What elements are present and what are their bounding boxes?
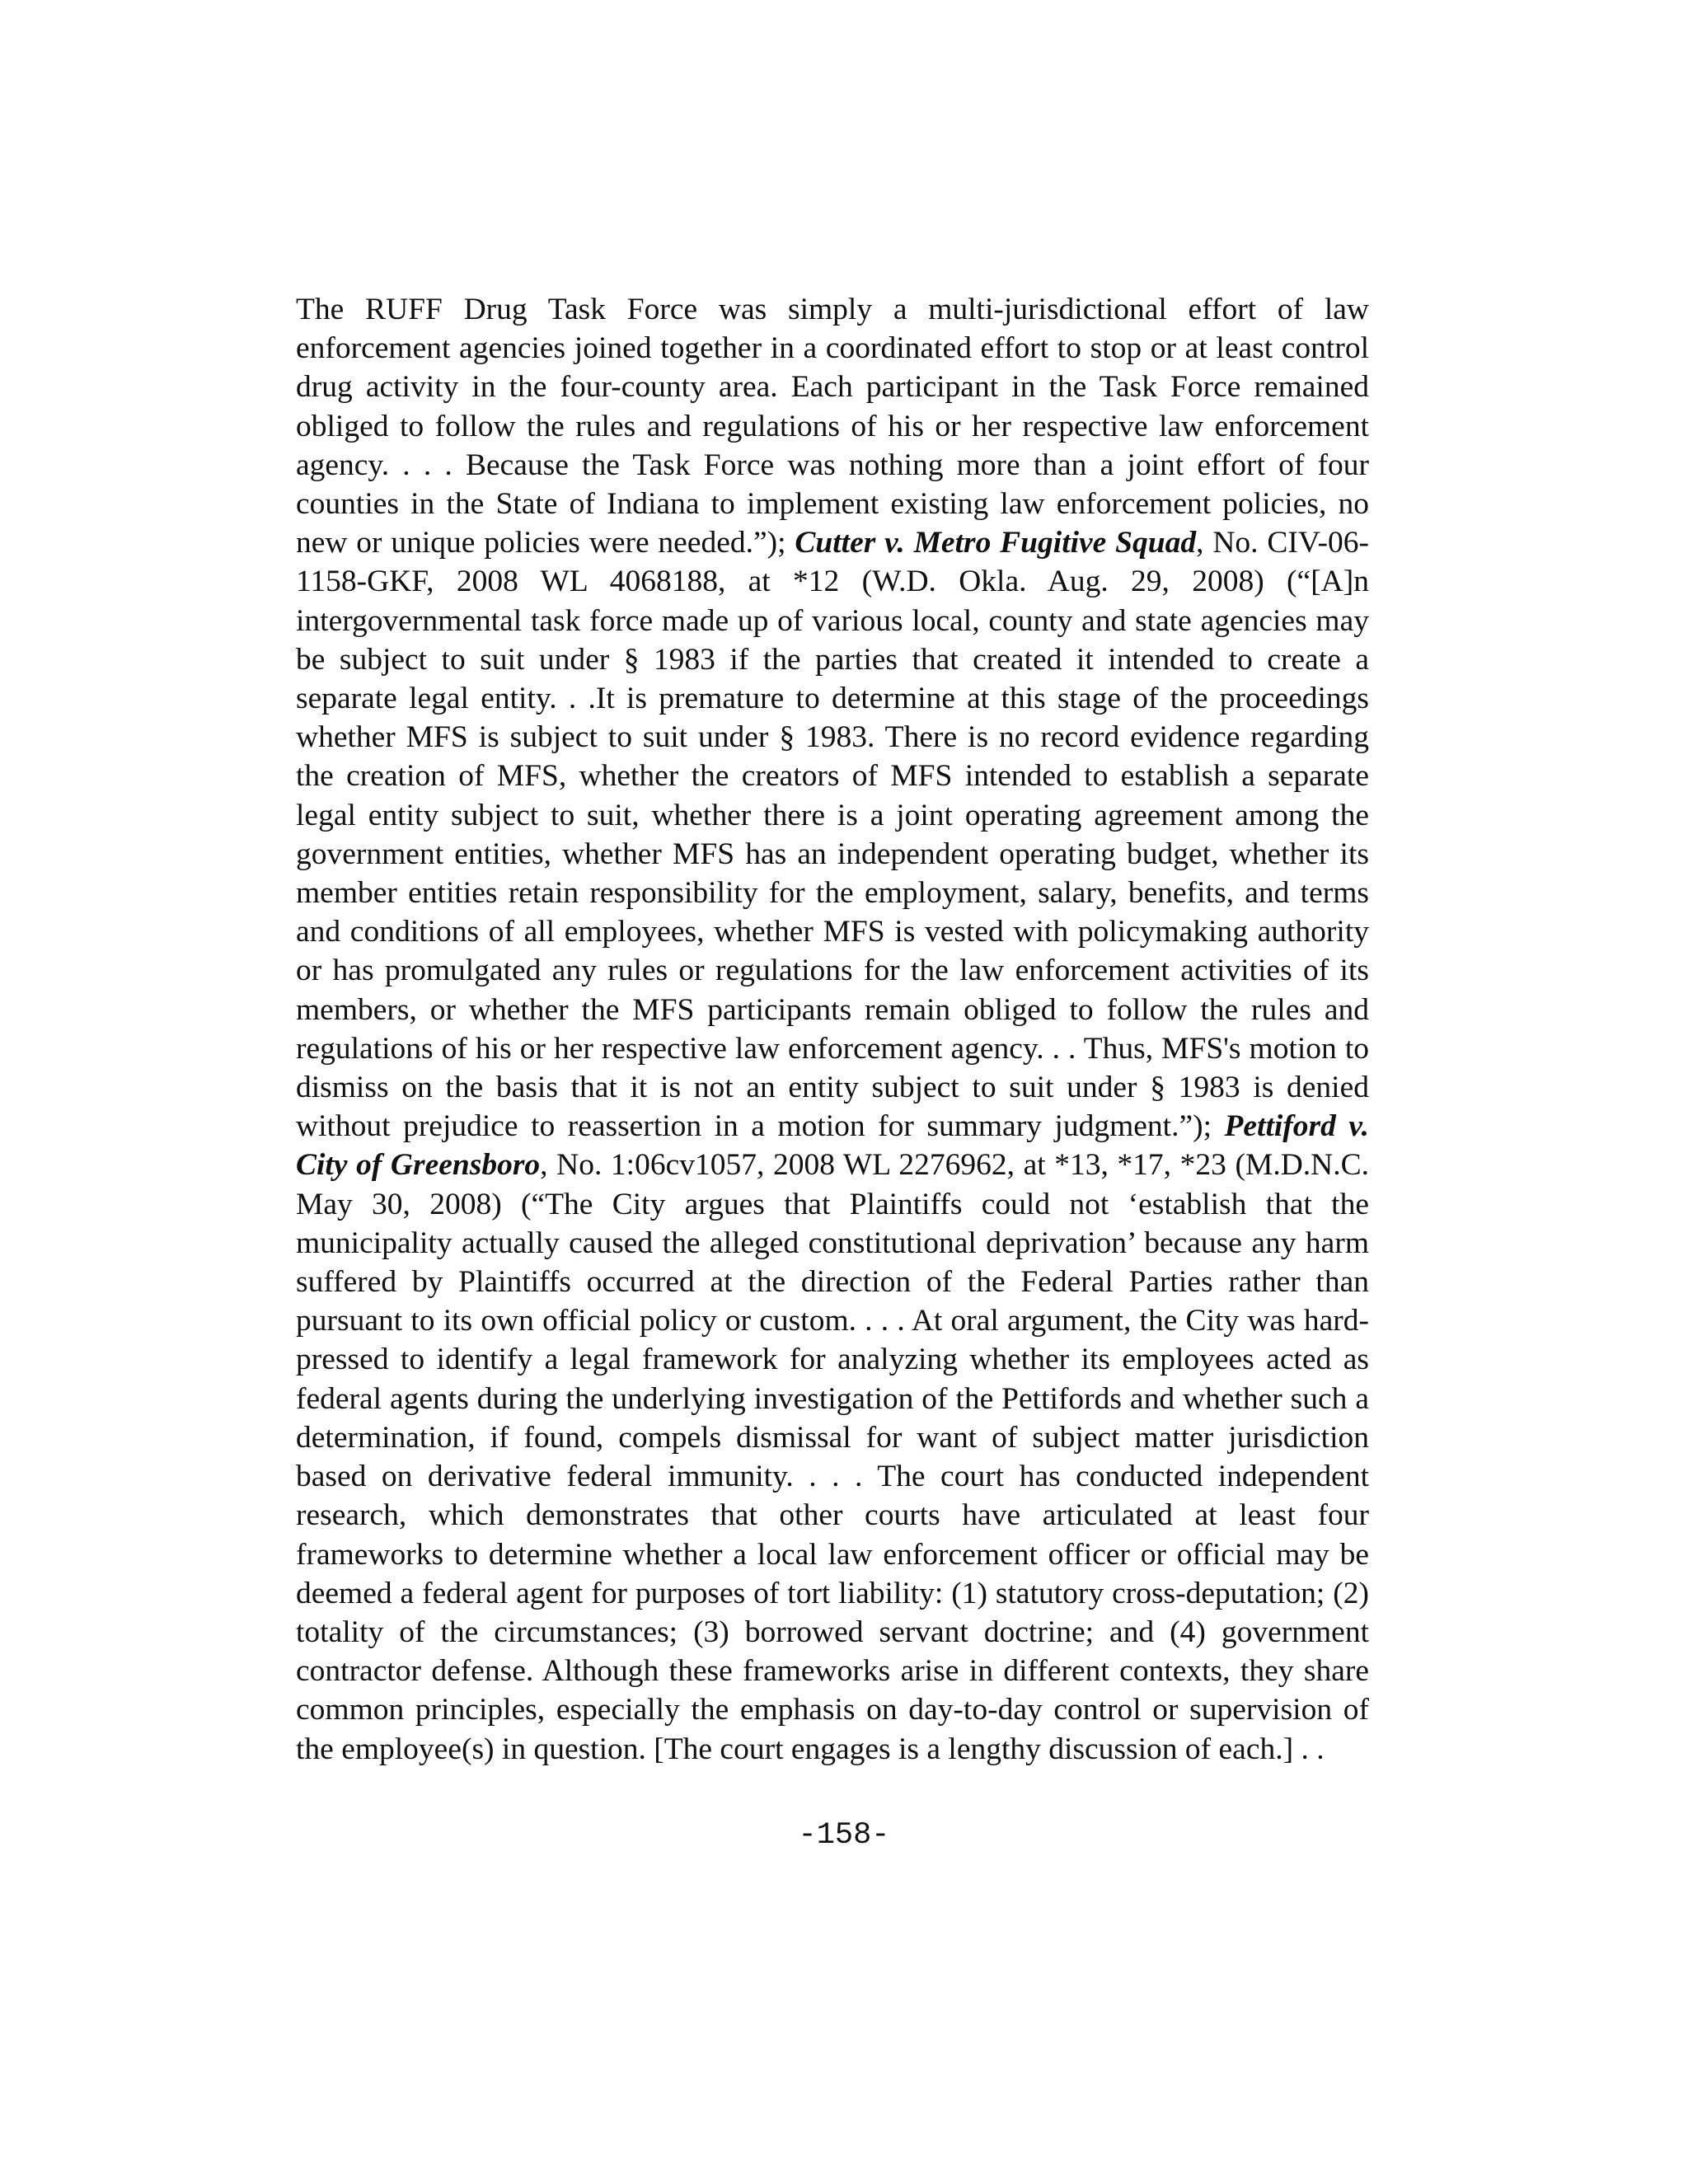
text-segment: , No. 1:06cv1057, 2008 WL 2276962, at *13, *17, *23 (M.D.N.C. May 30, 2008) (“The City argues that Plaintiffs could not ‘establish that the municipality actually caused the alleged constitutional deprivation’ because any harm suffered by Plaintiffs occurred at the direction of the Federal Parties rather than pursuant to its own official policy or custom. . . . At oral argument, the City was hard-pressed to identify a legal framework for analyzing whether its employees acted as federal agents during the underlying investigation of the Pettifords and whether such a determination, if found, compels dismissal for want of subject matter jurisdiction based on derivative federal immunity. . . . The court has conducted independent research, which demonstrates that other courts have articulated at least four frameworks to determine whether a local law enforcement officer or official may be deemed a federal agent for purposes of tort liability: (1) statutory cross-deputation; (2) totality of the circumstances; (3) borrowed servant doctrine; and (4) government contractor defense. Although these frameworks arise in different contexts, they share common principles, especially the emphasis on day-to-day control or supervision of the employee(s) in question. [The court engages is a lengthy discussion of each.] . . [296,1148,1369,1766]
body-paragraph [296,290,1369,1769]
text-segment: The RUFF Drug Task Force was simply a multi-jurisdictional effort of law enforcement agencies joined together in a coordinated effort to stop or at least control drug activity in the four-county area. Each participant in the Task Force remained obliged to follow the rules and regulations of his or her respective law enforcement agency. . . . Because the Task Force was nothing more than a joint effort of four counties in the State of Indiana to implement existing law enforcement policies, no new or unique policies were needed.”); [296,293,1369,560]
case-citation-pettiford: Pettiford v. City of Greensboro [296,1109,1369,1183]
text-segment: , No. CIV-06-1158-GKF, 2008 WL 4068188, at *12 (W.D. Okla. Aug. 29, 2008) (“[A]n intergovernmental task force made up of various local, county and state agencies may be subject to suit under § 1983 if the parties that created it intended to create a separate legal entity. . .It is premature to determine at this stage of the proceedings whether MFS is subject to suit under § 1983. There is no record evidence regarding the creation of MFS, whether the creators of MFS intended to establish a separate legal entity subject to suit, whether there is a joint operating agreement among the government entities, whether MFS has an independent operating budget, whether its member entities retain responsibility for the employment, salary, benefits, and terms and conditions of all employees, whether MFS is vested with policymaking authority or has promulgated any rules or regulations for the law enforcement activities of its members, or whether the MFS participants remain obliged to follow the rules and regulations of his or her respective law enforcement agency. . . Thus, MFS's motion to dismiss on the basis that it is not an entity subject to suit under § 1983 is denied without prejudice to reassertion in a motion for summary judgment.”); [296,526,1369,1144]
case-citation-cutter: Cutter v. Metro Fugitive Squad [795,526,1197,560]
page-number: -158- [798,1818,890,1853]
